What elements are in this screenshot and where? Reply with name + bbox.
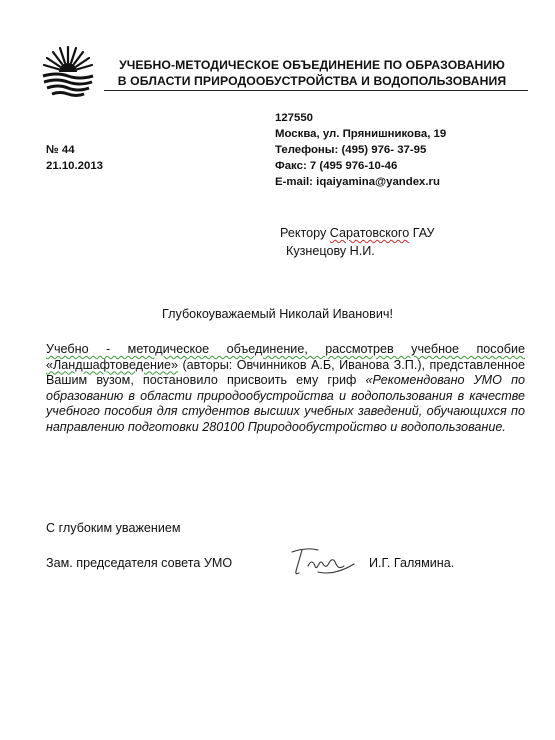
book-title: «Ландшафтоведение»: [46, 357, 179, 372]
body-line3: представленное Вашим вузом, постановило присвоить ему гриф: [46, 357, 526, 387]
signer-name: И.Г. Галямина.: [369, 556, 455, 570]
address-block: [275, 110, 446, 190]
handwritten-signature: [288, 544, 360, 578]
header-divider: [104, 90, 528, 91]
recipient-university-suffix: ГАУ: [409, 226, 435, 240]
body-line2-rest: (авторы: Овчинников А.Б, Иванова З.П.),: [178, 357, 426, 372]
organization-logo: [40, 44, 96, 100]
organization-name-line1: УЧЕБНО-МЕТОДИЧЕСКОЕ ОБЪЕДИНЕНИЕ ПО ОБРАЗОВАНИЮ: [119, 58, 505, 72]
signer-title: Зам. председателя совета УМО: [46, 556, 233, 570]
postcode: 127550: [275, 112, 314, 124]
organization-name: [112, 57, 512, 89]
fax-number: Факс: 7 (495 976-10-46: [275, 160, 398, 172]
body-quote: «Рекомендовано УМО по образованию в области природообустройства и водопользования в качестве учебного пособия для студентов высших учебных заведений, обучающихся по направлению подготовки 280100 Природообустройство и водопользование.: [46, 373, 526, 434]
letter-date: 21.10.2013: [46, 160, 104, 172]
phone-numbers: Телефоны: (495) 976- 37-95: [275, 144, 427, 156]
letter-meta: [46, 142, 103, 174]
sunrise-over-water-icon: [40, 44, 96, 100]
letter-body: [46, 342, 525, 435]
email-address[interactable]: iqaiyamina@yandex.ru: [316, 176, 440, 188]
signature-line: [46, 556, 526, 580]
recipient-name: Кузнецову Н.И.: [286, 244, 375, 258]
email-line: [275, 174, 446, 190]
recipient-university: Саратовского: [329, 226, 410, 240]
email-label: E-mail:: [275, 176, 313, 188]
letter-number: № 44: [46, 144, 75, 156]
closing: С глубоким уважением: [46, 521, 181, 535]
recipient-line1: [280, 224, 435, 242]
greeting: Глубокоуважаемый Николай Иванович!: [162, 307, 393, 321]
recipient-position: Ректору: [280, 226, 330, 240]
street-address: Москва, ул. Прянишникова, 19: [275, 128, 447, 140]
body-line1: Учебно - методическое объединение, рассмотрев учебное пособие: [46, 342, 525, 356]
recipient-block: [280, 224, 435, 260]
organization-name-line2: В ОБЛАСТИ ПРИРОДООБУСТРОЙСТВА И ВОДОПОЛЬЗОВАНИЯ: [117, 74, 507, 88]
